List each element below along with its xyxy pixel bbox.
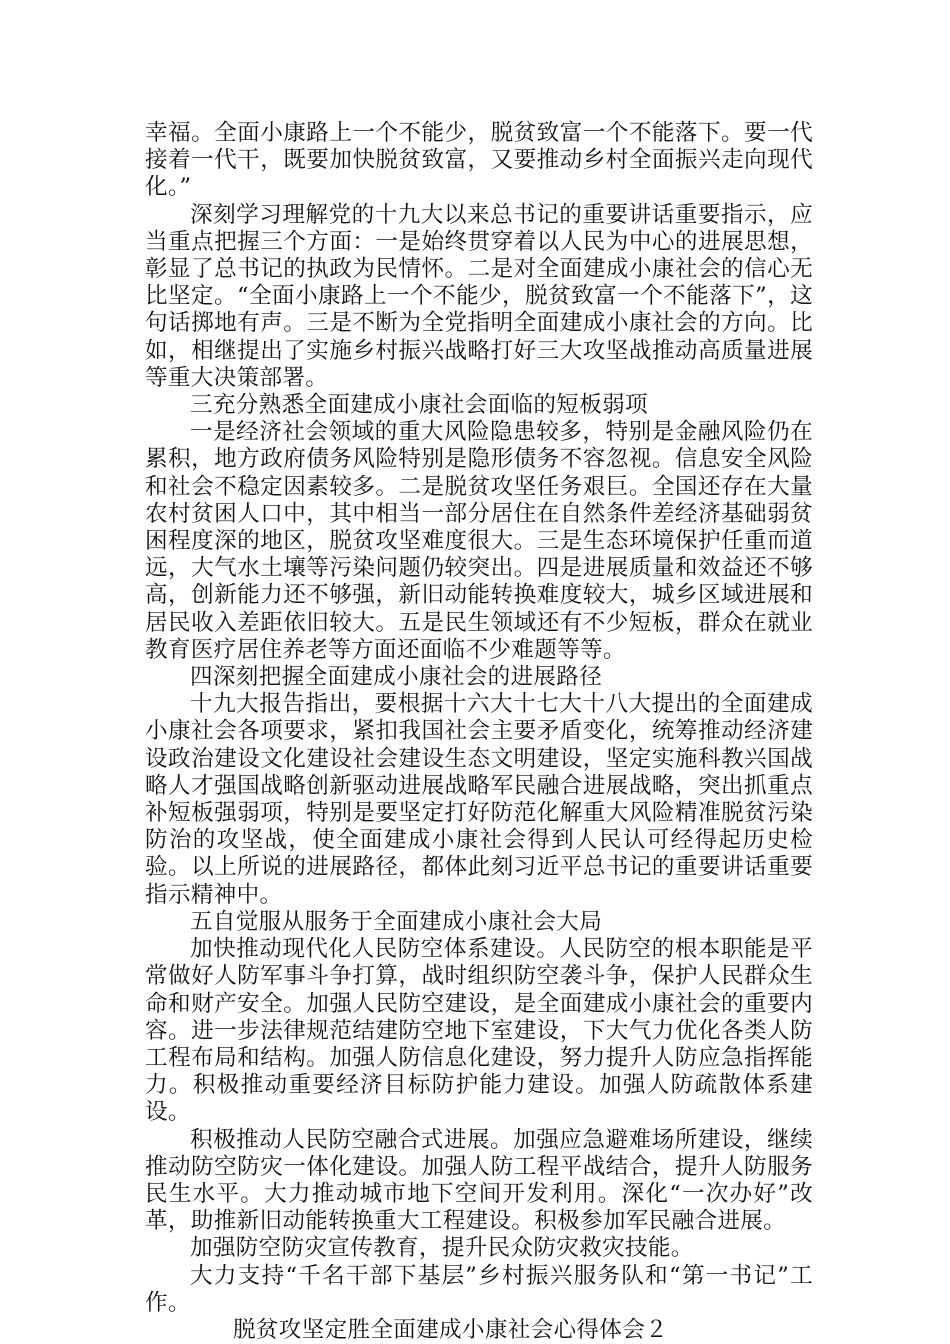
next-article-title: 脱贫攻坚定胜全面建成小康社会心得体会２: [233, 1316, 668, 1343]
paragraph-continuation: 幸福。全面小康路上一个不能少，脱贫致富一个不能落下。要一代接着一代干，既要加快脱贫致富，又要推动乡村全面振兴走向现代化。”: [145, 120, 813, 201]
paragraph-development-path: 十九大报告指出，要根据十六大十七大十八大提出的全面建成小康社会各项要求，紧扣我国社会主要矛盾变化，统筹推动经济建设政治建设文化建设社会建设生态文明建设，坚定实施科教兴国战略人才强国战略创新驱动进展战略军民融合进展战略，突出抓重点补短板强弱项，特别是要坚定打好防范化解重大风险精准脱贫污染防治的攻坚战，使全面建成小康社会得到人民认可经得起历史检验。以上所说的进展路径，都体此刻习近平总书记的重要讲话重要指示精神中。: [145, 691, 813, 908]
section-heading-4: 四深刻把握全面建成小康社会的进展路径: [190, 664, 603, 691]
document-body: [145, 120, 813, 1344]
paragraph-support: 大力支持“千名干部下基层”乡村振兴服务队和“第一书记”工作。: [145, 1262, 813, 1316]
paragraph-weak-points: 一是经济社会领域的重大风险隐患较多，特别是金融风险仍在累积，地方政府债务风险特别是隐形债务不容忽视。信息安全风险和社会不稳定因素较多。二是脱贫攻坚任务艰巨。全国还存在大量农村贫困人口中，其中相当一部分居住在自然条件差经济基础弱贫困程度深的地区，脱贫攻坚难度很大。三是生态环境保护任重而道远，大气水土壤等污染问题仍较突出。四是进展质量和效益还不够高，创新能力还不够强，新旧动能转换难度较大，城乡区域进展和居民收入差距依旧较大。五是民生领域还有不少短板，群众在就业教育医疗居住养老等方面还面临不少难题等等。: [145, 419, 813, 663]
paragraph-civil-air-defense: 加快推动现代化人民防空体系建设。人民防空的根本职能是平常做好人防军事斗争打算，战时组织防空袭斗争，保护人民群众生命和财产安全。加强人民防空建设，是全面建成小康社会的重要内容。进一步法律规范结建防空地下室建设，下大气力优化各类人防工程布局和结构。加强人防信息化建设，努力提升人防应急指挥能力。积极推动重要经济目标防护能力建设。加强人防疏散体系建设。: [145, 936, 813, 1126]
paragraph-key-points: 深刻学习理解党的十九大以来总书记的重要讲话重要指示，应当重点把握三个方面：一是始终贯穿着以人民为中心的进展思想，彰显了总书记的执政为民情怀。二是对全面建成小康社会的信心无比坚定。“全面小康路上一个不能少，脱贫致富一个不能落下”，这句话掷地有声。三是不断为全党指明全面建成小康社会的方向。比如，相继提出了实施乡村振兴战略打好三大攻坚战推动高质量进展等重大决策部署。: [145, 201, 813, 391]
section-heading-5: 五自觉服从服务于全面建成小康社会大局: [190, 908, 603, 935]
paragraph-integration: 积极推动人民防空融合式进展。加强应急避难场所建设，继续推动防空防灾一体化建设。加强人防工程平战结合，提升人防服务民生水平。大力推动城市地下空间开发利用。深化“一次办好”改革，助推新旧动能转换重大工程建设。积极参加军民融合进展。: [145, 1126, 813, 1235]
paragraph-education: 加强防空防灾宣传教育，提升民众防灾救灾技能。: [190, 1235, 694, 1262]
section-heading-3: 三充分熟悉全面建成小康社会面临的短板弱项: [190, 392, 648, 419]
